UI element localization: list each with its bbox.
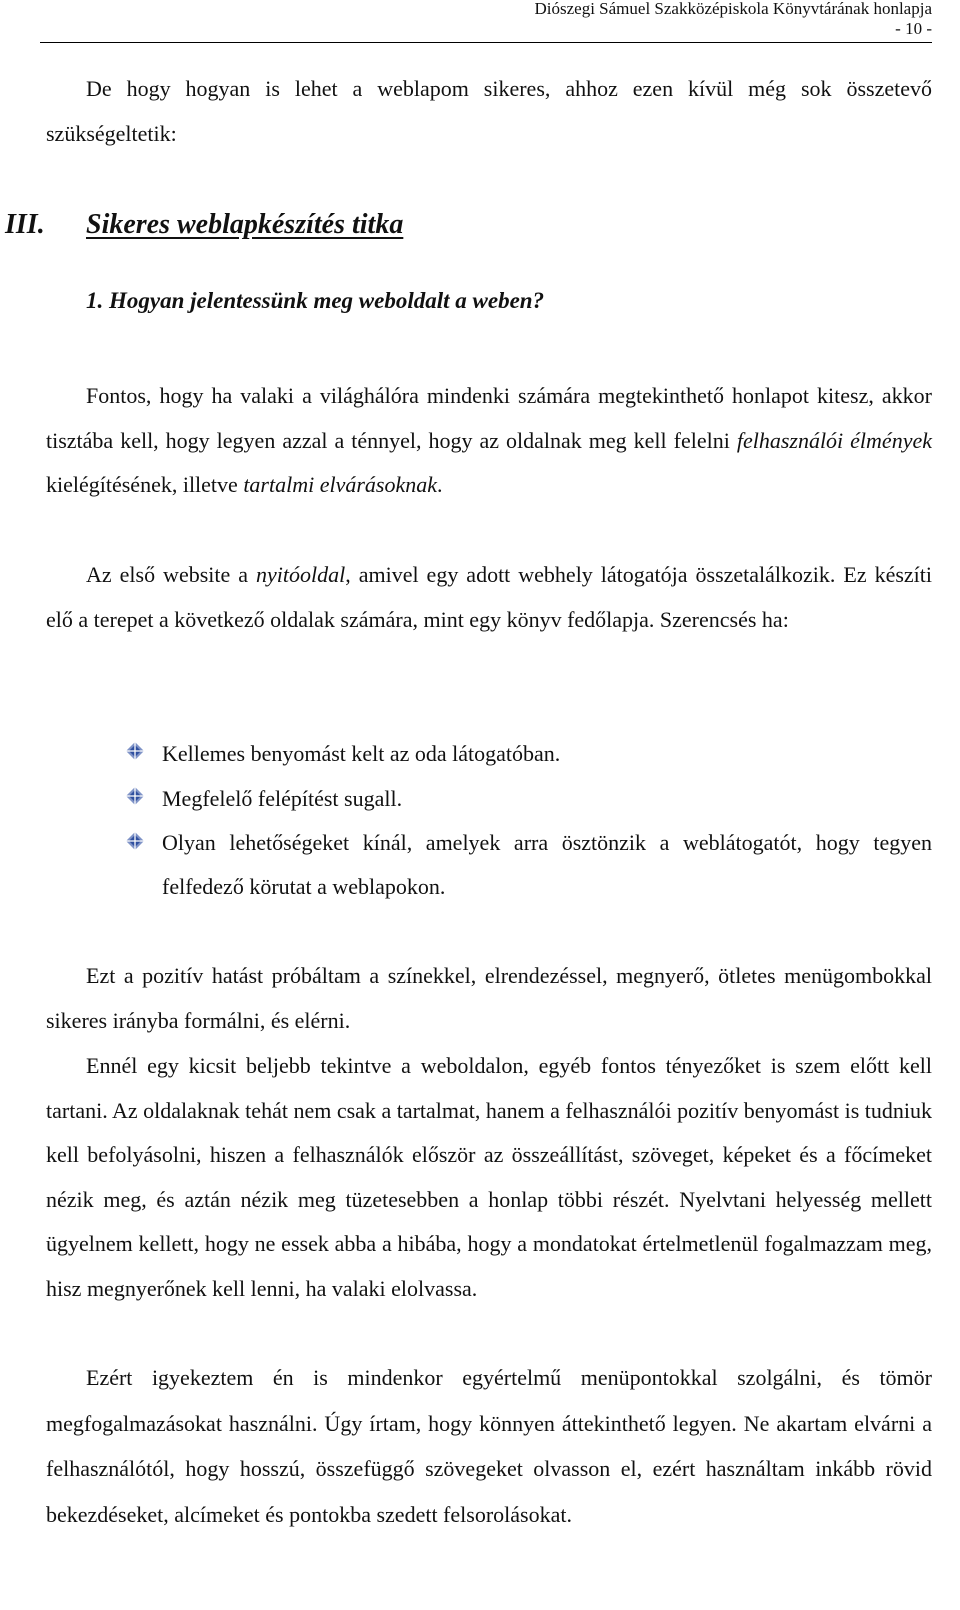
subsection-title: 1. Hogyan jelentessünk meg weboldalt a weben? [86,288,545,313]
diamond-bullet-icon [126,742,144,760]
paragraph-homepage [46,553,932,642]
list-item [126,776,932,821]
list-item [126,821,932,909]
paragraph-clear-menus: Ezért igyekeztem én is mindenkor egyértelmű menüpontokkal szolgálni, és tömör megfogalmazásokat használni. Úgy írtam, hogy könnyen áttekinthető legyen. Ne akartam elvárni a felhasználótól, hogy hosszú, összefüggő szövegeket olvasson el, ezért használtam inkább rövid bekezdéseket, alcímeket és pontokba szedett felsorolásokat. [46,1365,932,1527]
paragraph-user-experience [46,374,932,508]
text-run: kielégítésének, illetve [46,472,244,497]
bullet-list [126,731,932,909]
text-run: . [437,472,443,497]
diamond-bullet-icon [126,787,144,805]
text-run: , amivel egy adott webhely látogatója összetalálkozik. Ez készíti elő a terepet a következő oldalak számára, mint egy könyv fedőlapja. Szerencsés ha: [46,562,933,632]
emphasis-user-experiences: felhasználói élmények [736,427,932,453]
list-item-text: Megfelelő felépítést sugall. [162,786,403,811]
header-title: Diószegi Sámuel Szakközépiskola Könyvtárának honlapja [534,0,932,18]
page-number: - 10 - [895,19,932,38]
text-run: Az első website a [86,562,256,587]
page-header [40,0,932,43]
intro-paragraph: De hogy hogyan is lehet a weblapom sikeres, ahhoz ezen kívül még sok összetevő szükségeltetik: [46,76,932,146]
paragraph-positive-effect: Ezt a pozitív hatást próbáltam a színekkel, elrendezéssel, megnyerő, ötletes menügombokkal sikeres irányba formálni, és elérni. [46,963,932,1033]
section-title: Sikeres weblapkészítés titka [86,209,404,240]
paragraph-important-factors: Ennél egy kicsit beljebb tekintve a weboldalon, egyéb fontos tényezőket is szem előtt kell tartani. Az oldalaknak tehát nem csak a tartalmat, hanem a felhasználói pozitív benyomást is tudniuk kell befolyásolni, hiszen a felhasználók először az összeállítást, szöveget, képeket és a főcímeket nézik meg, és aztán nézik meg tüzetesebben a honlap többi részét. Nyelvtani helyesség mellett ügyelnem kellett, hogy ne essek abba a hibába, hogy a mondatokat értelmetlenül fogalmazzam meg, hisz megnyerőnek kell lenni, ha valaki elolvassa. [46,1053,932,1301]
section-number: III. [5,209,45,240]
text-run: Fontos, hogy ha valaki a világhálóra mindenki számára megtekinthető honlapot kitesz, akkor tisztába kell, hogy legyen azzal a ténnyel, hogy az oldalnak meg kell felelni [46,383,932,453]
list-item-text: Kellemes benyomást kelt az oda látogatóban. [162,741,561,766]
diamond-bullet-icon [126,832,144,850]
list-item [126,731,932,776]
emphasis-content-expectations: tartalmi elvárásoknak [243,472,438,497]
list-item-text: Olyan lehetőségeket kínál, amelyek arra ösztönzik a weblátogatót, hogy tegyen felfedező körutat a weblapokon. [162,830,932,899]
emphasis-homepage: nyitóoldal [256,562,346,587]
